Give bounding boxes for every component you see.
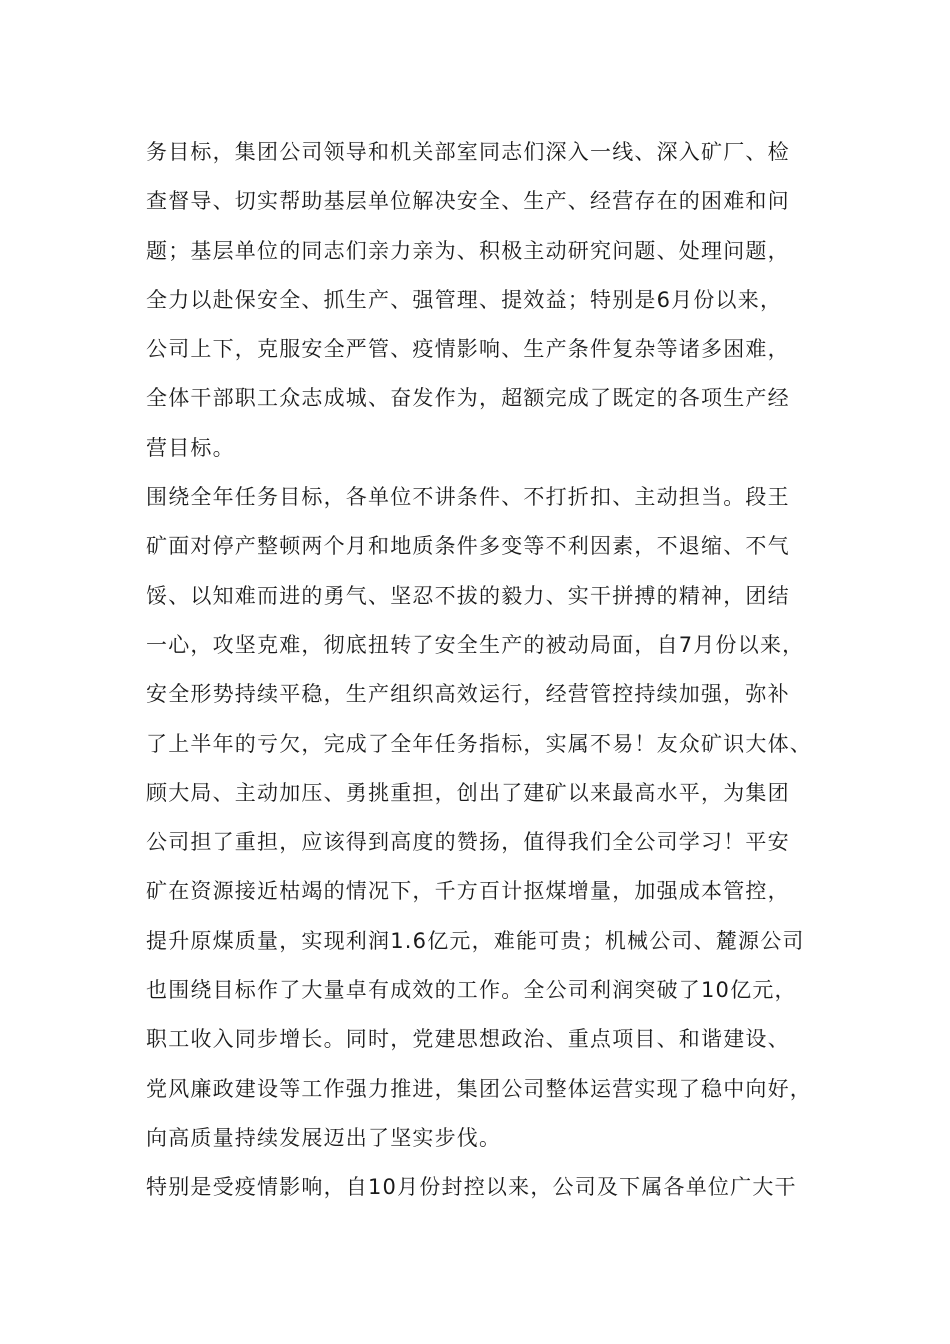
text-line: 特别是受疫情影响，自10月份封控以来，公司及下属各单位广大干 xyxy=(146,1175,797,1200)
text-line: 矿在资源接近枯竭的情况下，千方百计抠煤增量，加强成本管控， xyxy=(146,879,790,904)
text-line: 务目标，集团公司领导和机关部室同志们深入一线、深入矿厂、检 xyxy=(146,140,790,164)
text-line: 题；基层单位的同志们亲力亲为、积极主动研究问题、处理问题， xyxy=(146,238,790,263)
text-line: 顾大局、主动加压、勇挑重担，创出了建矿以来最高水平，为集团 xyxy=(146,780,790,805)
body-text xyxy=(146,128,826,1213)
text-line: 营目标。 xyxy=(146,435,235,460)
text-line: 查督导、切实帮助基层单位解决安全、生产、经营存在的困难和问 xyxy=(146,189,790,214)
text-line: 全体干部职工众志成城、奋发作为，超额完成了既定的各项生产经 xyxy=(146,386,790,411)
text-line: 公司担了重担，应该得到高度的赞扬，值得我们全公司学习！平安 xyxy=(146,830,790,855)
text-line: 馁、以知难而进的勇气、坚忍不拔的毅力、实干拼搏的精神，团结 xyxy=(146,583,790,608)
text-line: 党风廉政建设等工作强力推进，集团公司整体运营实现了稳中向好， xyxy=(146,1076,812,1101)
text-line: 了上半年的亏欠，完成了全年任务指标，实属不易！友众矿识大体、 xyxy=(146,731,812,756)
text-line: 矿面对停产整顿两个月和地质条件多变等不利因素，不退缩、不气 xyxy=(146,534,790,559)
text-line: 公司上下，克服安全严管、疫情影响、生产条件复杂等诸多困难， xyxy=(146,337,790,362)
text-line: 职工收入同步增长。同时，党建思想政治、重点项目、和谐建设、 xyxy=(146,1027,790,1052)
text-line: 安全形势持续平稳，生产组织高效运行，经营管控持续加强，弥补 xyxy=(146,682,790,707)
text-line: 提升原煤质量，实现利润1.6亿元，难能可贵；机械公司、麓源公司 xyxy=(146,928,805,953)
text-line: 围绕全年任务目标，各单位不讲条件、不打折扣、主动担当。段王 xyxy=(146,485,790,510)
text-line: 一心，攻坚克难，彻底扭转了安全生产的被动局面，自7月份以来， xyxy=(146,632,805,657)
text-line: 全力以赴保安全、抓生产、强管理、提效益；特别是6月份以来， xyxy=(146,287,783,312)
text-line: 向高质量持续发展迈出了坚实步伐。 xyxy=(146,1125,502,1150)
text-line: 也围绕目标作了大量卓有成效的工作。全公司利润突破了10亿元， xyxy=(146,978,797,1003)
